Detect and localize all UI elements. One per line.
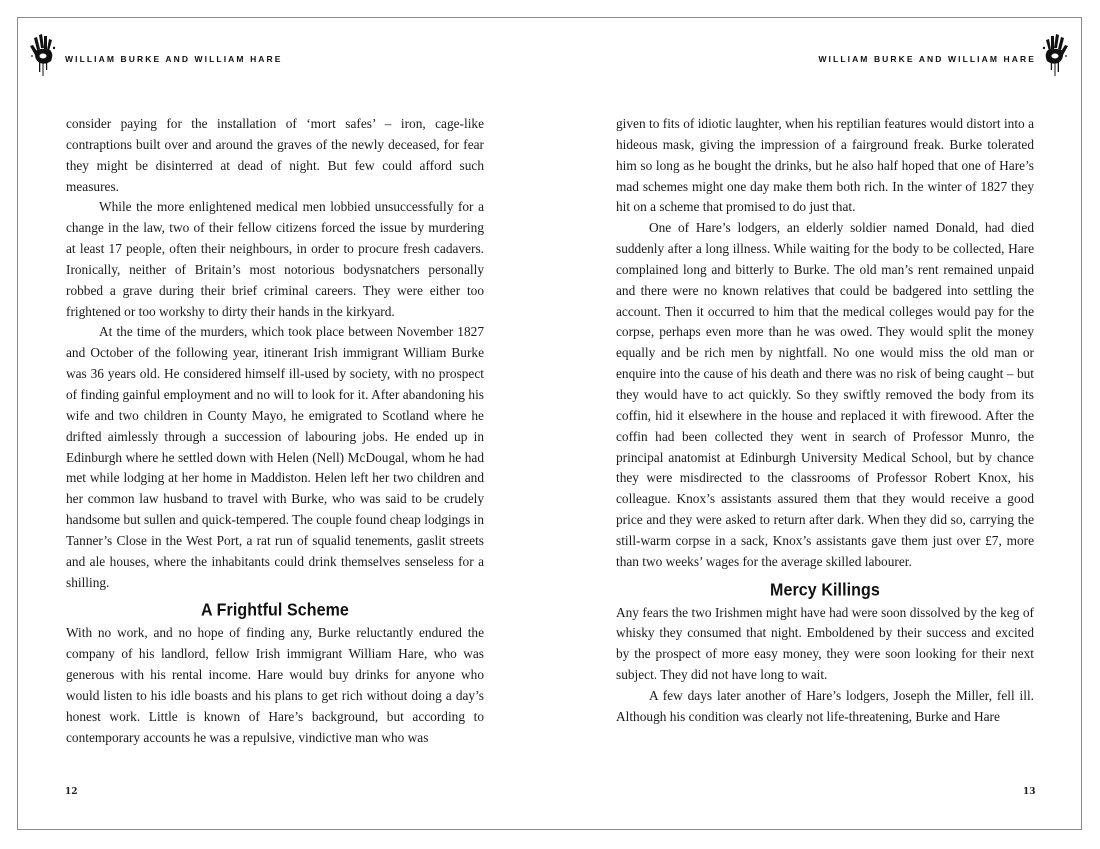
paragraph: One of Hare’s lodgers, an elderly soldier named Donald, had died suddenly after a long illness. While waiting for the body to be collected, Hare complained long and bitterly to Burke. The old man’s rent remained unpaid and there were no known relatives that could be badgered into settling the account. Then it occurred to him that the medical colleges would pay for the corpse, perhaps even more than he was owed. They would split the money equally and be rich men by nightfall. No one would miss the old man or enquire into the cause of his death and there was no risk of being caught – but they would have to act quickly. So they swiftly removed the body from its coffin, hid it elsewhere in the house and replaced it with firewood. After the coffin had been collected they went in search of Professor Munro, the principal anatomist at Edinburgh University Medical School, but by chance they were misdirected to the classrooms of Professor Robert Knox, his colleague. Knox’s assistants assured them that they would receive a good price and they were asked to return after dark. When they did so, carrying the still-warm corpse in a sack, Knox’s assistants gave them just over £7, more than two weeks’ wages for the average skilled labourer.	[616, 220, 1034, 569]
page-number-left: 12	[65, 787, 78, 797]
paragraph: Any fears the two Irishmen might have had were soon dissolved by the keg of whisky they consumed that night. Emboldened by their success and excited by the prospect of more easy money, they were soon looking for their next subject. They did not have long to wait.	[616, 604, 1034, 683]
paragraph: consider paying for the installation of ‘mort safes’ – iron, cage-like contraptions built over and around the graves of the newly deceased, for fear they might be disinterred at dead of night. But few could afford such measures.	[66, 116, 484, 194]
running-head-right: WILLIAM BURKE AND WILLIAM HARE	[818, 54, 1036, 64]
running-head-left: WILLIAM BURKE AND WILLIAM HARE	[65, 54, 283, 64]
page-number-right: 13	[1023, 787, 1036, 797]
paragraph: At the time of the murders, which took place between November 1827 and October of the following year, itinerant Irish immigrant William Burke was 36 years old. He considered himself ill-used by society, with no prospect of finding gainful employment and no will to look for it. After abandoning his wife and two children in County Mayo, he emigrated to Scotland where he drifted aimlessly through a succession of labouring jobs. He ended up in Edinburgh where he settled down with Helen (Nell) McDougal, whom he had met while lodging at her home in Maddiston. Helen left her two children and her common law husband to travel with Burke, who was said to be crudely handsome but sullen and quick-tempered. The couple found cheap lodgings in Tanner’s Close in the West Port, a rat run of squalid tenements, gaslit streets and ale houses, where the inhabitants could drink themselves senseless for a shilling.	[66, 324, 484, 590]
paragraph: A few days later another of Hare’s lodgers, Joseph the Miller, fell ill. Although his condition was clearly not life-threatening, Burke and Hare	[616, 687, 1034, 724]
paragraph: While the more enlightened medical men lobbied unsuccessfully for a change in the law, two of their fellow citizens forced the issue by murdering at least 17 people, often their neighbours, in order to procure fresh cadavers. Ironically, neither of Britain’s most notorious bodysnatchers personally robbed a grave during their brief criminal careers. They were either too frightened or too workshy to dirty their hands in the kirkyard.	[66, 199, 484, 319]
handprint-icon	[1038, 32, 1070, 78]
paragraph: given to fits of idiotic laughter, when his reptilian features would distort into a hideous mask, giving the impression of a fairground freak. Burke tolerated him so long as he bought the drinks, but he also half hoped that one of Hare’s mad schemes might one day make them both rich. In the winter of 1827 they hit on a scheme that promised to do just that.	[616, 116, 1034, 215]
section-heading: A Frightful Scheme	[201, 601, 349, 621]
left-page-body	[66, 114, 484, 748]
section-heading: Mercy Killings	[770, 580, 880, 600]
paragraph: With no work, and no hope of finding any, Burke reluctantly endured the company of his landlord, fellow Irish immigrant William Hare, who was generous with his rental income. Hare would buy drinks for anyone who would listen to his idle boasts and his plans to get rich without doing a day’s honest work. Little is known of Hare’s background, but according to contemporary accounts he was a repulsive, vindictive man who was	[66, 625, 484, 745]
handprint-icon	[28, 32, 60, 78]
right-page-body	[616, 114, 1034, 728]
